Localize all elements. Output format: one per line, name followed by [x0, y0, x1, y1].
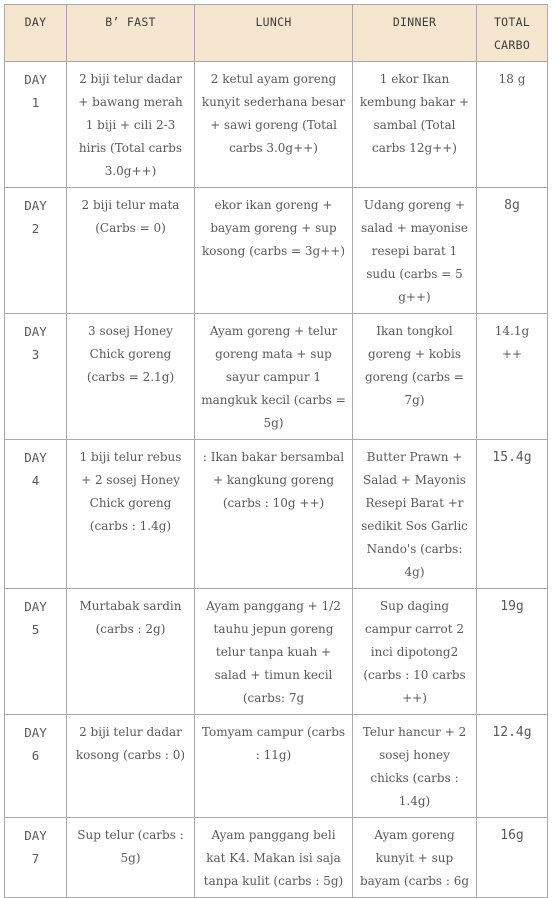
table-row: [5, 314, 548, 440]
table-row: [5, 589, 548, 715]
total-carbo-cell: 14.1g ++: [477, 314, 548, 440]
table-row: [5, 818, 548, 898]
day-cell: [5, 715, 67, 818]
table-row: [5, 715, 548, 818]
day-label: DAY: [24, 450, 47, 465]
total-carbo-cell: 12.4g: [477, 715, 548, 818]
day-cell: [5, 62, 67, 188]
day-number: 4: [31, 473, 40, 488]
day-number: 5: [31, 622, 40, 637]
total-carbo-cell: 19g: [477, 589, 548, 715]
total-carbo-cell: 8g: [477, 188, 548, 314]
day-cell: [5, 188, 67, 314]
lunch-cell: Ayam panggang beli kat K4. Makan isi saja tanpa kulit (carbs : 5g): [195, 818, 353, 898]
header-row: [5, 5, 548, 62]
day-number: 6: [31, 748, 40, 763]
dinner-cell: Ayam goreng kunyit + sup bayam (carbs : 6g: [353, 818, 477, 898]
dinner-cell: Sup daging campur carrot 2 inci dipotong2 (carbs : 10 carbs ++): [353, 589, 477, 715]
breakfast-cell: 1 biji telur rebus + 2 sosej Honey Chick goreng (carbs : 1.4g): [67, 440, 195, 589]
lunch-cell: ekor ikan goreng + bayam goreng + sup kosong (carbs = 3g++): [195, 188, 353, 314]
total-carbo-cell: 15.4g: [477, 440, 548, 589]
day-label: DAY: [24, 599, 47, 614]
lunch-cell: 2 ketul ayam goreng kunyit sederhana besar + sawi goreng (Total carbs 3.0g++): [195, 62, 353, 188]
total-carbo-cell: 16g: [477, 818, 548, 898]
lunch-cell: : Ikan bakar bersambal + kangkung goreng (carbs : 10g ++): [195, 440, 353, 589]
day-number: 1: [31, 95, 40, 110]
day-label: DAY: [24, 72, 47, 87]
day-number: 7: [31, 851, 40, 866]
day-label: DAY: [24, 324, 47, 339]
dinner-cell: Udang goreng + salad + mayonise resepi barat 1 sudu (carbs = 5 g++): [353, 188, 477, 314]
dinner-cell: Butter Prawn + Salad + Mayonis Resepi Barat +r sedikit Sos Garlic Nando's (carbs: 4g): [353, 440, 477, 589]
breakfast-cell: 2 biji telur dadar + bawang merah 1 biji + cili 2-3 hiris (Total carbs 3.0g++): [67, 62, 195, 188]
day-label: DAY: [24, 725, 47, 740]
day-cell: [5, 818, 67, 898]
breakfast-cell: 2 biji telur mata (Carbs = 0): [67, 188, 195, 314]
breakfast-cell: Murtabak sardin (carbs : 2g): [67, 589, 195, 715]
table-row: [5, 62, 548, 188]
lunch-cell: Ayam goreng + telur goreng mata + sup sayur campur 1 mangkuk kecil (carbs = 5g): [195, 314, 353, 440]
day-label: DAY: [24, 828, 47, 843]
lunch-cell: Tomyam campur (carbs : 11g): [195, 715, 353, 818]
table-row: [5, 440, 548, 589]
dinner-cell: 1 ekor Ikan kembung bakar + sambal (Total carbs 12g++): [353, 62, 477, 188]
day-cell: [5, 440, 67, 589]
header-breakfast: B’ FAST: [67, 5, 195, 62]
day-cell: [5, 589, 67, 715]
day-label: DAY: [24, 198, 47, 213]
total-carbo-cell: 18 g: [477, 62, 548, 188]
breakfast-cell: 3 sosej Honey Chick goreng (carbs = 2.1g): [67, 314, 195, 440]
table-row: [5, 188, 548, 314]
day-number: 2: [31, 221, 40, 236]
breakfast-cell: Sup telur (carbs : 5g): [67, 818, 195, 898]
header-dinner: DINNER: [353, 5, 477, 62]
header-day: DAY: [5, 5, 67, 62]
day-number: 3: [31, 347, 40, 362]
lunch-cell: Ayam panggang + 1/2 tauhu jepun goreng telur tanpa kuah + salad + timun kecil (carbs: 7g: [195, 589, 353, 715]
breakfast-cell: 2 biji telur dadar kosong (carbs : 0): [67, 715, 195, 818]
header-lunch: LUNCH: [195, 5, 353, 62]
header-total-carbo: TOTAL CARBO: [477, 5, 548, 62]
dinner-cell: Telur hancur + 2 sosej honey chicks (carbs : 1.4g): [353, 715, 477, 818]
day-cell: [5, 314, 67, 440]
dinner-cell: Ikan tongkol goreng + kobis goreng (carbs = 7g): [353, 314, 477, 440]
meal-plan-table: [4, 4, 548, 898]
